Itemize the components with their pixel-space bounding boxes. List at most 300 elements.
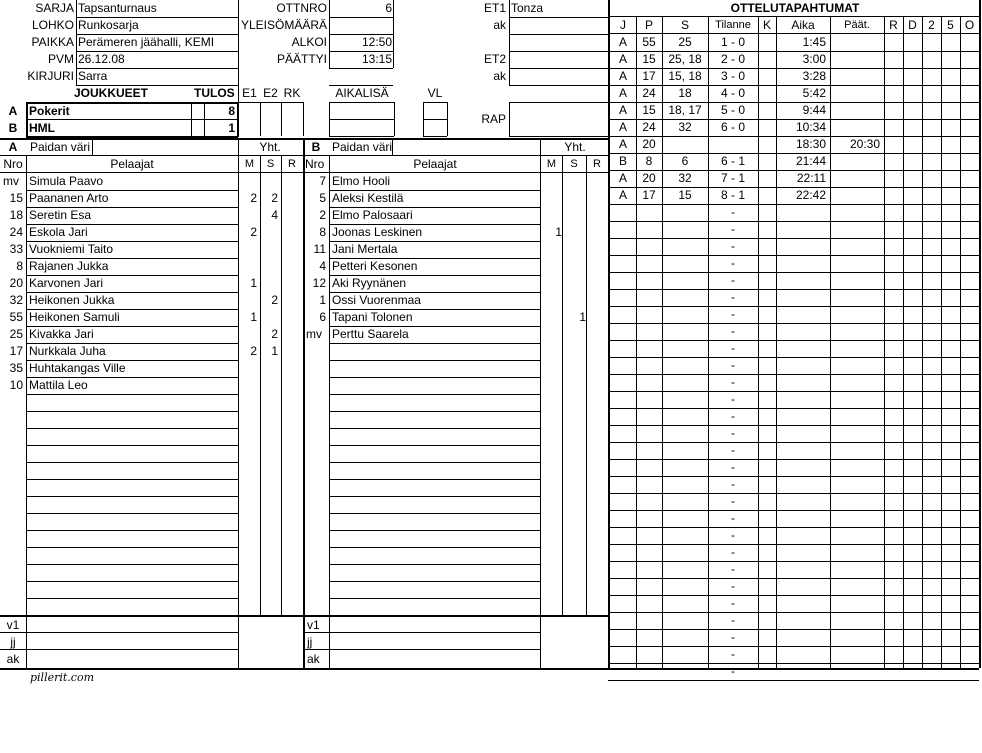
roster-b-m-header: M <box>546 158 557 170</box>
player-goals[interactable]: 2 <box>250 344 257 358</box>
event-score-empty: - <box>731 222 735 236</box>
player-assists[interactable] <box>565 326 586 343</box>
grid-hline <box>509 136 608 137</box>
grid-hline <box>608 119 979 120</box>
player-name[interactable]: Elmo Palosaari <box>332 208 413 222</box>
grid-hline <box>76 34 238 35</box>
event-penalty-end[interactable] <box>830 102 880 119</box>
grid-hline <box>26 102 238 104</box>
grid-hline <box>329 190 540 191</box>
event-score-empty: - <box>731 205 735 219</box>
player-goals[interactable] <box>541 207 562 224</box>
events-k-header: K <box>762 18 771 32</box>
player-name[interactable]: Kivakka Jari <box>29 327 94 341</box>
grid-hline <box>608 255 979 256</box>
player-goals[interactable] <box>236 360 257 377</box>
player-name[interactable]: Ossi Vuorenmaa <box>332 293 421 307</box>
event-scorer[interactable]: 55 <box>642 35 656 49</box>
event-score-empty: - <box>731 596 735 610</box>
player-goals[interactable]: 1 <box>250 310 257 324</box>
player-number[interactable]: 32 <box>9 293 23 307</box>
player-goals[interactable]: 1 <box>250 276 257 290</box>
grid-hline <box>26 530 238 531</box>
events-2-header: 2 <box>928 18 935 32</box>
player-name[interactable]: Heikonen Jukka <box>29 293 115 307</box>
paikka-label: PAIKKA <box>31 35 74 49</box>
player-number[interactable]: mv <box>306 327 322 341</box>
grid-hline <box>608 85 979 86</box>
grid-vline <box>586 156 587 615</box>
grid-hline <box>392 155 540 156</box>
event-scorer[interactable]: 24 <box>642 86 656 100</box>
player-goals[interactable] <box>236 377 257 394</box>
event-team[interactable]: A <box>618 137 627 151</box>
event-team[interactable]: A <box>618 103 627 117</box>
player-number[interactable]: 1 <box>319 293 326 307</box>
grid-hline <box>26 241 238 242</box>
grid-vline <box>979 0 981 668</box>
player-assists[interactable] <box>565 173 586 190</box>
team-a-score[interactable]: 8 <box>228 104 235 118</box>
event-team[interactable]: A <box>618 86 627 100</box>
grid-hline <box>329 445 540 446</box>
grid-hline <box>329 581 540 582</box>
player-assists[interactable] <box>565 190 586 207</box>
grid-vline <box>303 102 304 136</box>
grid-hline <box>608 187 979 188</box>
grid-vline <box>392 139 393 155</box>
tulos-label: TULOS <box>194 86 235 100</box>
event-team[interactable]: B <box>618 154 627 168</box>
grid-hline <box>92 155 238 156</box>
event-time[interactable]: 22:11 <box>796 171 826 185</box>
grid-hline <box>608 629 979 630</box>
et1-label: ET1 <box>483 1 506 15</box>
grid-hline <box>608 306 979 307</box>
events-r-header: R <box>889 18 898 32</box>
event-team[interactable]: A <box>618 120 627 134</box>
grid-hline <box>329 411 540 412</box>
player-name[interactable]: Petteri Kesonen <box>332 259 418 273</box>
event-score[interactable]: 6 - 0 <box>720 120 745 134</box>
event-assists[interactable]: 18 <box>678 86 692 100</box>
event-score-empty: - <box>731 494 735 508</box>
grid-vline <box>776 17 777 668</box>
roster-b-shirt-label: Paidan väri <box>332 140 393 154</box>
player-name[interactable]: Joonas Leskinen <box>332 225 423 239</box>
player-goals[interactable] <box>236 326 257 343</box>
grid-vline <box>922 17 923 668</box>
team-b-score[interactable]: 1 <box>228 121 235 135</box>
grid-hline <box>608 391 979 392</box>
grid-hline <box>608 476 979 477</box>
event-score-empty: - <box>731 341 735 355</box>
player-assists[interactable] <box>565 241 586 258</box>
event-assists[interactable] <box>662 136 708 153</box>
player-goals[interactable] <box>236 292 257 309</box>
player-number[interactable]: 20 <box>9 276 23 290</box>
paikka-value[interactable]: Perämeren jäähalli, KEMI <box>78 35 215 49</box>
rk-label: RK <box>283 86 301 100</box>
grid-hline <box>0 615 608 617</box>
grid-hline <box>329 34 393 35</box>
player-name[interactable]: Mattila Leo <box>29 378 88 392</box>
player-number[interactable]: 2 <box>319 208 326 222</box>
joukkueet-label: JOUKKUEET <box>74 86 149 100</box>
player-name[interactable]: Aki Ryynänen <box>332 276 407 290</box>
player-number[interactable]: 17 <box>9 344 23 358</box>
player-assists[interactable] <box>565 224 586 241</box>
event-scorer[interactable]: 24 <box>642 120 656 134</box>
ak2-value[interactable] <box>511 68 607 85</box>
player-assists[interactable] <box>565 275 586 292</box>
event-team[interactable]: A <box>618 188 627 202</box>
grid-hline <box>608 408 979 409</box>
kirjuri-value[interactable]: Sarra <box>78 69 108 83</box>
event-score[interactable]: 5 - 0 <box>720 103 745 117</box>
player-name[interactable]: Nurkkala Juha <box>29 344 106 358</box>
event-score-empty: - <box>731 511 735 525</box>
player-number[interactable]: 4 <box>319 259 326 273</box>
grid-vline <box>636 17 637 668</box>
grid-vline <box>758 17 759 668</box>
event-assists[interactable]: 32 <box>678 171 692 185</box>
event-assists[interactable]: 6 <box>681 154 689 168</box>
player-assists[interactable] <box>565 207 586 224</box>
player-goals[interactable] <box>541 173 562 190</box>
grid-hline <box>238 102 303 103</box>
player-name[interactable]: Seretin Esa <box>29 208 92 222</box>
grid-vline <box>662 17 663 668</box>
event-score-empty: - <box>731 562 735 576</box>
player-number[interactable]: 10 <box>9 378 23 392</box>
event-assists[interactable]: 15, 18 <box>668 69 702 83</box>
event-assists[interactable]: 25, 18 <box>668 52 702 66</box>
grid-hline <box>26 309 238 310</box>
player-name[interactable]: Jani Mertala <box>332 242 398 256</box>
player-assists[interactable]: 4 <box>271 208 278 222</box>
roster-bottom-label: jj <box>10 635 16 649</box>
grid-hline <box>329 360 540 361</box>
roster-a-nro-header: Nro <box>3 157 23 171</box>
event-team[interactable]: A <box>618 52 627 66</box>
grid-hline <box>329 547 540 548</box>
alkoi-label: ALKOI <box>291 35 327 49</box>
alkoi-value[interactable]: 12:50 <box>361 35 392 49</box>
event-score[interactable] <box>708 136 758 153</box>
grid-hline <box>608 510 979 511</box>
grid-hline <box>26 343 238 344</box>
grid-hline <box>26 428 238 429</box>
event-score-empty: - <box>731 443 735 457</box>
event-time[interactable]: 10:34 <box>795 120 826 134</box>
player-goals[interactable] <box>541 292 562 309</box>
grid-hline <box>608 153 979 154</box>
roster-a-r-header: R <box>288 158 296 170</box>
grid-hline <box>26 547 238 548</box>
grid-vline <box>608 0 610 668</box>
event-score-empty: - <box>731 273 735 287</box>
grid-hline <box>329 241 540 242</box>
events-paat-header: Päät. <box>844 19 870 31</box>
grid-hline <box>26 581 238 582</box>
grid-hline <box>608 527 979 528</box>
player-name[interactable]: Eskola Jari <box>29 225 88 239</box>
player-assists[interactable]: 1 <box>271 344 278 358</box>
player-name[interactable]: Heikonen Samuli <box>29 310 120 324</box>
player-goals[interactable] <box>236 207 257 224</box>
grid-vline <box>393 0 394 68</box>
grid-hline <box>608 663 979 664</box>
event-score-empty: - <box>731 392 735 406</box>
event-time[interactable]: 3:00 <box>802 52 826 66</box>
grid-hline <box>303 649 329 650</box>
event-scorer[interactable]: 20 <box>642 171 656 185</box>
grid-hline <box>26 190 238 191</box>
player-name[interactable]: Huhtakangas Ville <box>29 361 126 375</box>
kirjuri-label: KIRJURI <box>27 69 74 83</box>
player-number[interactable]: 24 <box>9 225 23 239</box>
grid-vline <box>562 156 563 615</box>
player-assists[interactable]: 2 <box>271 327 278 341</box>
player-goals[interactable] <box>541 309 562 326</box>
player-number[interactable]: 15 <box>9 191 23 205</box>
event-score-empty: - <box>731 307 735 321</box>
grid-hline <box>329 496 540 497</box>
event-score-empty: - <box>731 324 735 338</box>
player-number[interactable]: 33 <box>9 242 23 256</box>
grid-hline <box>608 493 979 494</box>
event-time[interactable]: 21:44 <box>795 154 826 168</box>
event-scorer[interactable]: 15 <box>642 103 656 117</box>
event-time[interactable]: 3:28 <box>802 69 826 83</box>
event-scorer[interactable]: 15 <box>642 52 656 66</box>
event-scorer[interactable]: 8 <box>645 154 653 168</box>
grid-hline <box>608 102 979 103</box>
player-number[interactable]: 18 <box>9 208 23 222</box>
grid-hline <box>76 17 238 18</box>
grid-hline <box>608 561 979 562</box>
event-team[interactable]: A <box>618 35 627 49</box>
event-scorer[interactable]: 17 <box>642 69 656 83</box>
player-assists[interactable]: 2 <box>271 293 278 307</box>
events-title: OTTELUTAPAHTUMAT <box>730 1 860 15</box>
et1-value[interactable]: Tonza <box>511 1 544 15</box>
player-number[interactable]: 55 <box>9 310 23 324</box>
pvm-value[interactable]: 26.12.08 <box>78 52 125 66</box>
player-assists[interactable] <box>565 292 586 309</box>
event-penalty-end[interactable] <box>830 170 880 187</box>
grid-hline <box>509 51 608 52</box>
grid-vline <box>329 102 330 136</box>
event-penalty-end[interactable] <box>830 51 880 68</box>
grid-hline <box>329 462 540 463</box>
grid-hline <box>608 272 979 273</box>
event-penalty-end[interactable] <box>830 34 880 51</box>
player-goals[interactable]: 2 <box>250 191 257 205</box>
player-goals[interactable] <box>541 190 562 207</box>
player-name[interactable]: Tapani Tolonen <box>332 310 413 324</box>
event-score-empty: - <box>731 630 735 644</box>
grid-vline <box>303 138 305 668</box>
player-number[interactable]: 7 <box>319 174 326 188</box>
player-number[interactable]: mv <box>3 174 19 188</box>
player-name[interactable]: Simula Paavo <box>29 174 104 188</box>
event-penalty-end[interactable]: 20:30 <box>849 137 880 151</box>
grid-hline <box>329 377 540 378</box>
event-score[interactable]: 2 - 0 <box>720 52 745 66</box>
grid-hline <box>329 17 393 18</box>
grid-hline <box>423 136 447 137</box>
event-time[interactable]: 22:42 <box>795 188 826 202</box>
player-goals[interactable]: 1 <box>555 225 562 239</box>
event-score[interactable]: 1 - 0 <box>720 35 745 49</box>
grid-hline <box>423 119 447 120</box>
rap-value[interactable] <box>511 111 607 128</box>
event-score[interactable]: 7 - 1 <box>720 171 745 185</box>
et2-label: ET2 <box>483 52 506 66</box>
player-goals[interactable] <box>541 241 562 258</box>
roster-b-players-header: Pelaajat <box>413 157 457 171</box>
roster-a-s-header: S <box>266 158 275 170</box>
event-team[interactable]: A <box>618 69 627 83</box>
player-number[interactable]: 6 <box>319 310 326 324</box>
grid-hline <box>26 275 238 276</box>
grid-hline <box>329 68 393 69</box>
grid-hline <box>26 207 238 208</box>
player-name[interactable]: Perttu Saarela <box>332 327 409 341</box>
grid-hline <box>329 428 540 429</box>
player-name[interactable]: Rajanen Jukka <box>29 259 109 273</box>
grid-hline <box>26 649 238 650</box>
player-goals[interactable] <box>236 173 257 190</box>
event-time[interactable]: 5:42 <box>802 86 826 100</box>
grid-vline <box>329 0 330 68</box>
player-goals[interactable] <box>236 241 257 258</box>
event-assists[interactable]: 18, 17 <box>668 103 702 117</box>
event-score[interactable]: 8 - 1 <box>720 188 745 202</box>
grid-hline <box>329 207 540 208</box>
player-assists[interactable]: 1 <box>579 310 586 324</box>
grid-vline <box>204 102 205 137</box>
player-assists[interactable]: 2 <box>271 191 278 205</box>
player-number[interactable]: 5 <box>319 191 326 205</box>
roster-a-side: A <box>8 140 18 154</box>
event-time[interactable]: 9:44 <box>802 103 826 117</box>
grid-hline <box>608 170 979 171</box>
roster-b-s-header: S <box>570 158 578 170</box>
grid-vline <box>237 102 239 137</box>
grid-hline <box>76 85 238 86</box>
player-name[interactable]: Aleksi Kestilä <box>332 191 404 205</box>
event-assists[interactable]: 25 <box>678 35 692 49</box>
player-number[interactable]: 8 <box>16 259 23 273</box>
event-time[interactable]: 18:30 <box>795 137 826 151</box>
player-number[interactable]: 11 <box>313 242 326 256</box>
roster-bottom-label: v1 <box>6 618 20 632</box>
ottnro-value[interactable]: 6 <box>385 1 392 15</box>
yleisomaara-value[interactable] <box>329 17 392 34</box>
player-name[interactable]: Vuokniemi Taito <box>29 242 114 256</box>
player-goals[interactable] <box>236 258 257 275</box>
grid-hline <box>608 136 979 137</box>
event-scorer[interactable]: 20 <box>642 137 656 151</box>
event-time[interactable]: 1:45 <box>802 35 826 49</box>
event-penalty-end[interactable] <box>830 85 880 102</box>
player-goals[interactable] <box>541 258 562 275</box>
roster-bottom-label: jj <box>307 635 313 649</box>
player-name[interactable]: Elmo Hooli <box>332 174 391 188</box>
sarja-value[interactable]: Tapsanturnaus <box>78 1 157 15</box>
player-number[interactable]: 25 <box>9 327 23 341</box>
roster-b-r-header: R <box>593 158 601 170</box>
player-number[interactable]: 8 <box>319 225 326 239</box>
player-goals[interactable] <box>541 275 562 292</box>
player-goals[interactable]: 2 <box>250 225 257 239</box>
e1-label: E1 <box>242 86 257 100</box>
event-scorer[interactable]: 17 <box>642 188 656 202</box>
team-b-name[interactable]: HML <box>29 121 55 135</box>
grid-hline <box>509 34 608 35</box>
grid-vline <box>509 0 510 85</box>
event-assists[interactable]: 15 <box>678 188 692 202</box>
grid-hline <box>608 340 979 341</box>
grid-hline <box>26 564 238 565</box>
grid-hline <box>0 649 26 650</box>
roster-bottom-label: ak <box>307 652 320 666</box>
grid-hline <box>329 292 540 293</box>
event-penalty-end[interactable] <box>830 153 880 170</box>
events-d-header: D <box>908 18 917 32</box>
player-number[interactable]: 35 <box>9 361 23 375</box>
paattyi-value[interactable]: 13:15 <box>361 52 392 66</box>
event-penalty-end[interactable] <box>830 119 880 136</box>
grid-hline <box>329 632 540 633</box>
event-team[interactable]: A <box>618 171 627 185</box>
event-score[interactable]: 6 - 1 <box>720 154 745 168</box>
event-penalty-end[interactable] <box>830 187 880 204</box>
team-a-name[interactable]: Pokerit <box>29 104 70 118</box>
grid-hline <box>329 649 540 650</box>
event-score[interactable]: 3 - 0 <box>720 69 745 83</box>
lohko-value[interactable]: Runkosarja <box>78 18 139 32</box>
event-score[interactable]: 4 - 0 <box>720 86 745 100</box>
event-score-empty: - <box>731 375 735 389</box>
events-o-header: O <box>964 18 975 32</box>
grid-hline <box>329 136 394 137</box>
event-assists[interactable]: 32 <box>678 120 692 134</box>
event-penalty-end[interactable] <box>830 68 880 85</box>
lohko-label: LOHKO <box>31 18 74 32</box>
player-assists[interactable] <box>565 258 586 275</box>
ak1-value[interactable] <box>511 17 607 34</box>
roster-bottom-label: v1 <box>307 618 320 632</box>
player-number[interactable]: 12 <box>312 276 326 290</box>
aikalisa-label: AIKALISÄ <box>335 86 389 100</box>
grid-vline <box>260 102 261 136</box>
grid-hline <box>509 68 608 69</box>
grid-hline <box>329 85 393 86</box>
player-goals[interactable] <box>541 326 562 343</box>
player-name[interactable]: Karvonen Jari <box>29 276 104 290</box>
grid-hline <box>329 394 540 395</box>
player-name[interactable]: Paananen Arto <box>29 191 109 205</box>
et2-value[interactable] <box>511 51 607 68</box>
grid-hline <box>329 119 394 120</box>
grid-vline <box>329 156 330 668</box>
grid-hline <box>608 442 979 443</box>
grid-hline <box>26 119 238 120</box>
